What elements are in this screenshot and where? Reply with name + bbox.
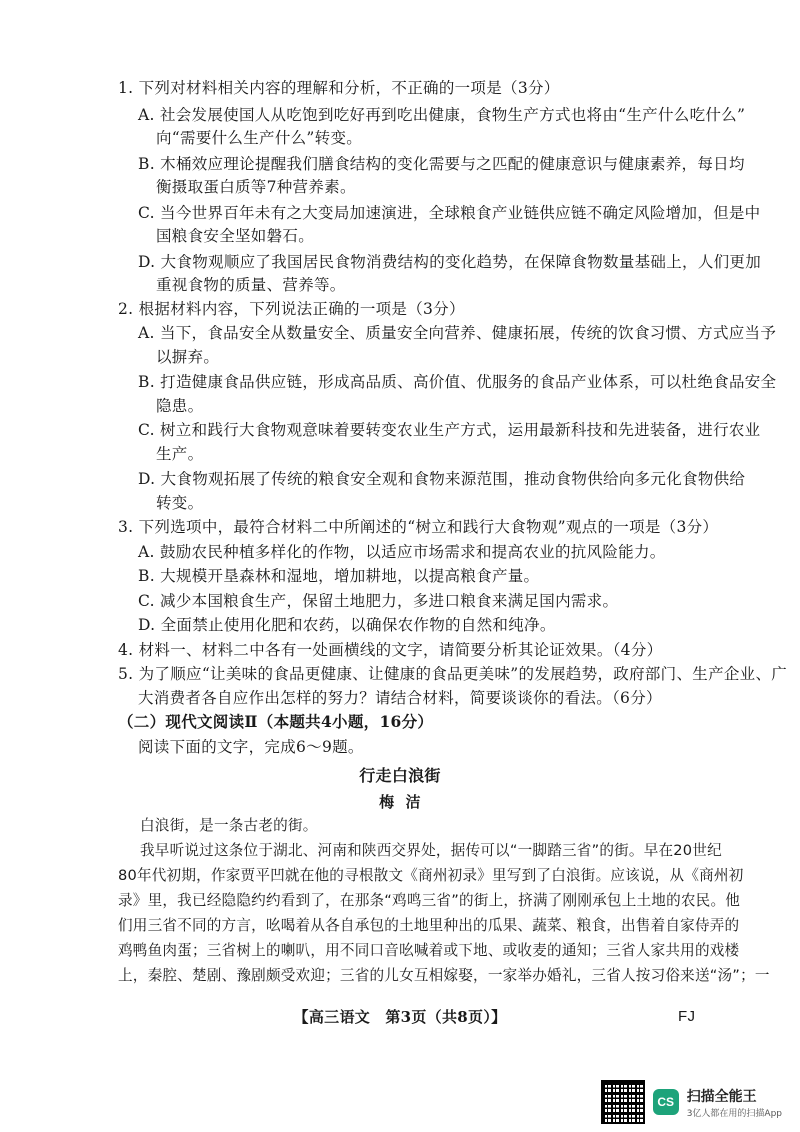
question-1-option-a-cont: 向“需要什么生产什么”转变。 — [156, 129, 363, 147]
section-instruction: 阅读下面的文字，完成6～9题。 — [138, 738, 364, 756]
scanner-watermark — [601, 1080, 782, 1124]
question-3-option-a: A. 鼓励农民种植多样化的作物，以适应市场需求和提高农业的抗风险能力。 — [138, 543, 666, 561]
question-3-stem: 3. 下列选项中，最符合材料二中所阐述的“树立和践行大食物观”观点的一项是（3分） — [118, 518, 719, 536]
watermark-app-name: 扫描全能王 — [686, 1088, 757, 1105]
question-1-option-b: B. 木桶效应理论提醒我们膳食结构的变化需要与之匹配的健康意识与健康素养，每日均 — [138, 155, 745, 173]
question-2-option-d: D. 大食物观拓展了传统的粮食安全观和食物来源范围，推动食物供给向多元化食物供给 — [138, 470, 746, 488]
article-paragraph-2-line-5: 鸡鸭鱼肉蛋；三省树上的喇叭，用不同口音吆喊着或下地、或收麦的通知；三省人家共用的戏楼 — [118, 942, 740, 959]
article-paragraph-2-line-3: 录》里，我已经隐隐约约看到了，在那条“鸡鸣三省”的街上，挤满了刚刚承包上土地的农民。他 — [118, 892, 741, 909]
question-1-option-b-cont: 衡摄取蛋白质等7种营养素。 — [156, 178, 356, 196]
question-2-option-a: A. 当下，食品安全从数量安全、质量安全向营养、健康拓展，传统的饮食习惯、方式应当予 — [138, 324, 777, 342]
question-3-option-b: B. 大规模开垦森林和湿地，增加耕地，以提高粮食产量。 — [138, 567, 540, 585]
qr-code-icon — [601, 1080, 645, 1124]
article-title: 行走白浪街 — [359, 766, 441, 785]
article-paragraph-2-line-4: 们用三省不同的方言，吆喝着从各自承包的土地里种出的瓜果、蔬菜、粮食，出售着自家侍弄的 — [118, 917, 740, 934]
question-1-option-d: D. 大食物观顺应了我国居民食物消费结构的变化趋势，在保障食物数量基础上，人们更加 — [138, 253, 762, 271]
watermark-tagline: 3亿人都在用的扫描App — [686, 1108, 782, 1119]
question-1-option-c: C. 当今世界百年未有之大变局加速演进，全球粮食产业链供应链不确定风险增加，但是中 — [138, 204, 761, 222]
question-1-option-c-cont: 国粮食安全坚如磐石。 — [156, 227, 315, 245]
article-author: 梅 洁 — [379, 793, 421, 811]
question-5-stem: 5. 为了顺应“让美味的食品更健康、让健康的食品更美味”的发展趋势，政府部门、生产企业、广 — [118, 665, 788, 683]
article-paragraph-2-line-6: 上，秦腔、楚剧、豫剧颇受欢迎；三省的儿女互相嫁娶，一家举办婚礼，三省人按习俗来送“汤”；一 — [118, 967, 770, 984]
question-2-option-d-cont: 转变。 — [156, 494, 204, 512]
article-paragraph-2-line-2: 80年代初期，作家贾平凹就在他的寻根散文《商州初录》里写到了白浪街。应该说，从《商州初 — [118, 867, 744, 884]
question-5-stem-cont: 大消费者各自应作出怎样的努力？请结合材料，简要谈谈你的看法。（6分） — [138, 689, 662, 707]
question-1-stem: 1. 下列对材料相关内容的理解和分析，不正确的一项是（3分） — [118, 79, 560, 97]
question-3-option-d: D. 全面禁止使用化肥和农药，以确保农作物的自然和纯净。 — [138, 616, 556, 634]
question-2-stem: 2. 根据材料内容，下列说法正确的一项是（3分） — [118, 300, 465, 318]
question-4-stem: 4. 材料一、材料二中各有一处画横线的文字，请简要分析其论证效果。（4分） — [118, 641, 663, 659]
exam-code: FJ — [678, 1008, 696, 1025]
section-heading: （二）现代文阅读Ⅱ（本题共4小题，16分） — [118, 712, 434, 731]
camscanner-logo-icon: CS — [653, 1089, 679, 1115]
article-paragraph-2-line-1: 我早听说过这条位于湖北、河南和陕西交界处，据传可以“一脚踏三省”的街。早在20世纪 — [140, 842, 722, 859]
question-3-option-c: C. 减少本国粮食生产，保留土地肥力，多进口粮食来满足国内需求。 — [138, 592, 619, 610]
page-footer: 【高三语文 第3页（共8页）】 — [293, 1008, 507, 1026]
question-2-option-c: C. 树立和践行大食物观意味着要转变农业生产方式，运用最新科技和先进装备，进行农业 — [138, 421, 761, 439]
question-1-option-a: A. 社会发展使国人从吃饱到吃好再到吃出健康，食物生产方式也将由“生产什么吃什么” — [138, 106, 746, 124]
question-2-option-c-cont: 生产。 — [156, 445, 204, 463]
article-paragraph-1: 白浪街，是一条古老的街。 — [140, 817, 318, 834]
question-2-option-a-cont: 以摒弃。 — [156, 348, 220, 366]
question-1-option-d-cont: 重视食物的质量、营养等。 — [156, 276, 346, 294]
question-2-option-b-cont: 隐患。 — [156, 397, 204, 415]
question-2-option-b: B. 打造健康食品供应链，形成高品质、高价值、优服务的食品产业体系，可以杜绝食品安全 — [138, 373, 777, 391]
